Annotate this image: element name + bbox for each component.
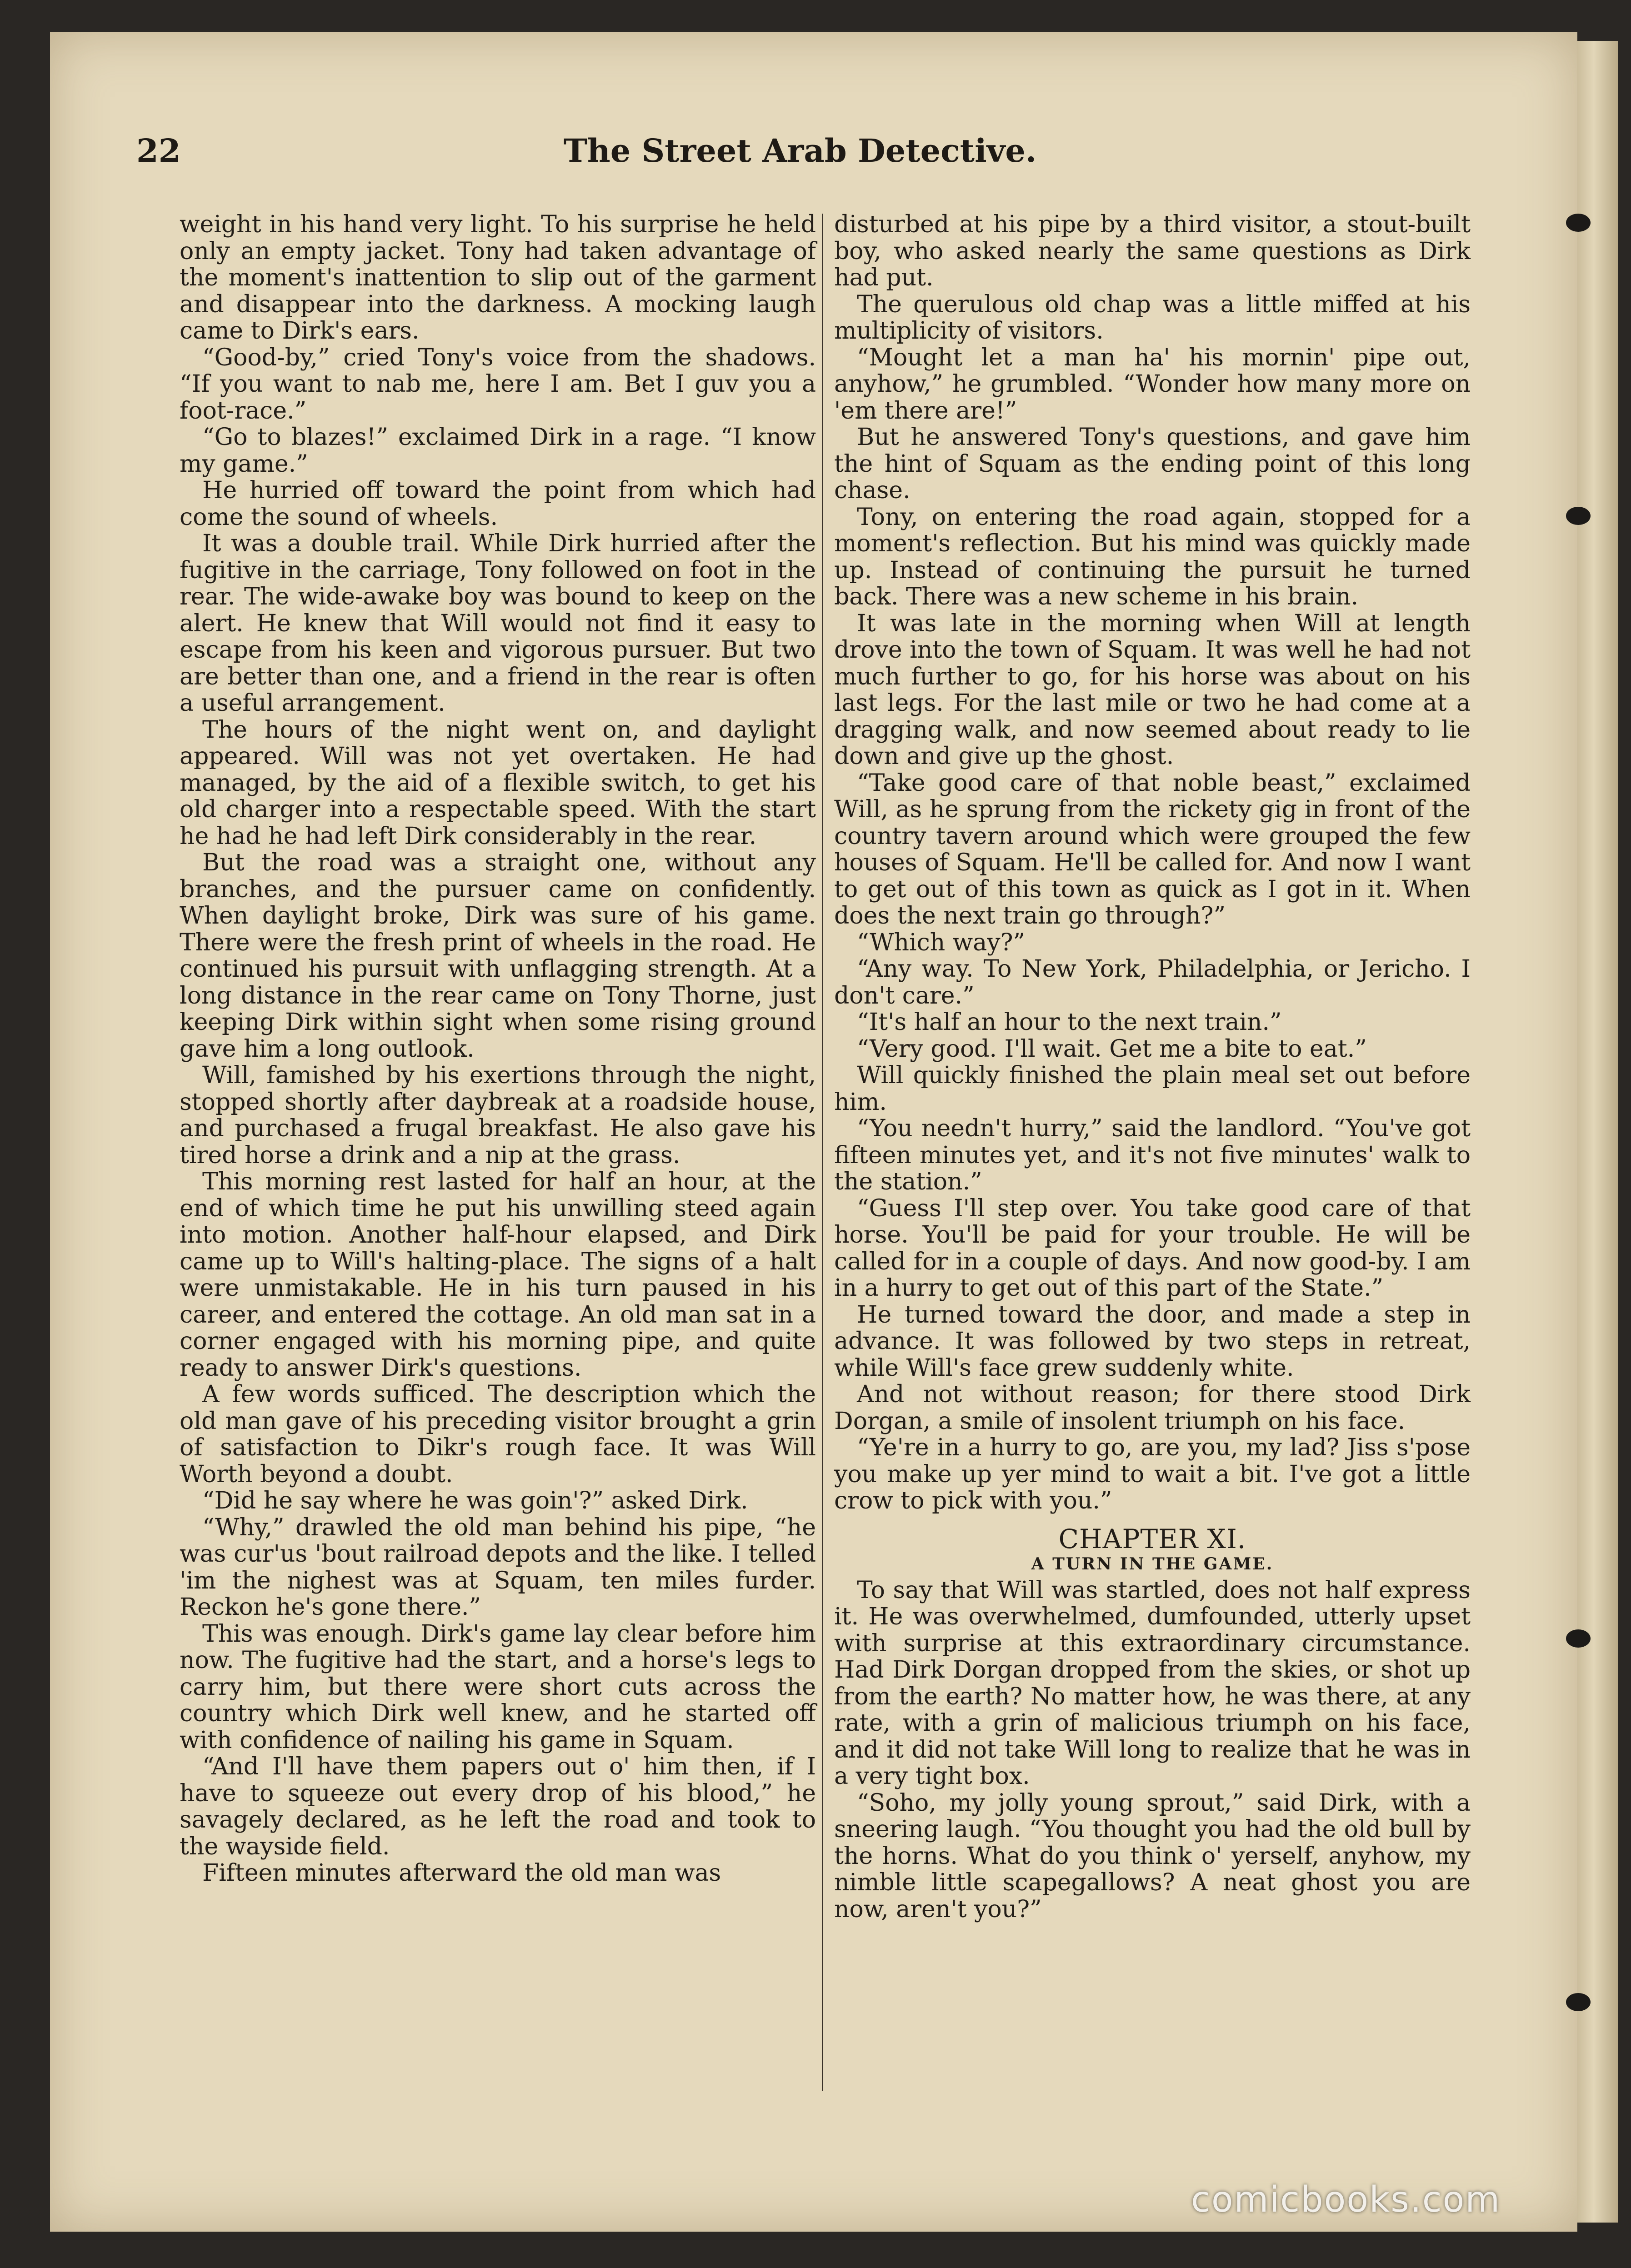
paragraph: “Good-by,” cried Tony's voice from the shadows. “If you want to nab me, here I am. Bet I guv you a foot-race.” (180, 344, 816, 425)
paragraph: Will quickly finished the plain meal set out before him. (834, 1062, 1471, 1116)
chapter-subtitle: A TURN IN THE GAME. (1031, 1554, 1274, 1574)
right-column (834, 211, 1471, 1923)
paragraph: “Take good care of that noble beast,” exclaimed Will, as he sprung from the rickety gig in front of the country tavern around which were grouped the few houses of Squam. He'll be called for. And now I want to get out of this town as quick as I got in it. When does the next train go through?” (834, 769, 1471, 929)
paragraph: “Any way. To New York, Philadelphia, or Jericho. I don't care.” (834, 955, 1471, 1009)
chapter-title: CHAPTER XI. (1058, 1523, 1246, 1554)
paragraph: He turned toward the door, and made a step in advance. It was followed by two steps in retreat, while Will's face grew suddenly white. (834, 1301, 1471, 1382)
paragraph: But the road was a straight one, without any branches, and the pursuer came on confidently. When daylight broke, Dirk was sure of his game. There were the fresh print of wheels in the road. He continued his pursuit with unflagging strength. At a long distance in the rear came on Tony Thorne, just keeping Dirk within sight when some rising ground gave him a long outlook. (180, 849, 816, 1063)
paragraph: Fifteen minutes afterward the old man was (202, 1859, 721, 1887)
paragraph: This was enough. Dirk's game lay clear before him now. The fugitive had the start, and a horse's legs to carry him, but there were short cuts across the country which Dirk well knew, and he started off with confidence of nailing his game in Squam. (180, 1620, 816, 1754)
paragraph: Tony, on entering the road again, stopped for a moment's reflection. But his mind was quickly made up. Instead of continuing the pursuit he turned back. There was a new scheme in his brain. (834, 503, 1471, 610)
paragraph: “Which way?” (857, 929, 1026, 956)
paragraph: To say that Will was startled, does not half express it. He was overwhelmed, dumfounded, utterly upset with surprise at this extraordinary circumstance. Had Dirk Dorgan dropped from the skies, or shot up from the earth? No matter how, he was there, at any rate, with a grin of malicious triumph on his face, and it did not take Will long to realize that he was in a very tight box. (834, 1576, 1471, 1790)
page-number: 22 (136, 132, 181, 170)
paragraph: weight in his hand very light. To his surprise he held only an empty jacket. Tony had taken advantage of the moment's inattention to slip out of the garment and disappear into the darkness. A mocking laugh came to Dirk's ears. (180, 211, 816, 345)
watermark-text: comicbooks.com (1191, 2179, 1501, 2220)
paragraph: The hours of the night went on, and daylight appeared. Will was not yet overtaken. He had managed, by the aid of a flexible switch, to get his old charger into a respectable speed. With the start he had he had left Dirk considerably in the rear. (180, 716, 816, 850)
paragraph: But he answered Tony's questions, and gave him the hint of Squam as the ending point of this long chase. (834, 424, 1471, 504)
paragraph: A few words sufficed. The description which the old man gave of his preceding visitor brought a grin of satisfaction to Dikr's rough face. It was Will Worth beyond a doubt. (180, 1381, 816, 1488)
paragraph: And not without reason; for there stood Dirk Dorgan, a smile of insolent triumph on his face. (834, 1381, 1471, 1435)
paragraph: Will, famished by his exertions through the night, stopped shortly after daybreak at a roadside house, and purchased a frugal breakfast. He also gave his tired horse a drink and a nip at the grass. (180, 1062, 816, 1169)
paragraph: “It's half an hour to the next train.” (857, 1009, 1282, 1036)
paragraph: “Soho, my jolly young sprout,” said Dirk, with a sneering laugh. “You thought you had the old bull by the horns. What do you think o' yerself, anyhow, my nimble little scapegallows? A neat ghost you are now, aren't you?” (834, 1789, 1471, 1923)
paragraph: “Did he say where he was goin'?” asked Dirk. (202, 1487, 748, 1514)
page-spine (1577, 41, 1618, 2223)
paragraph: “Ye're in a hurry to go, are you, my lad? Jiss s'pose you make up yer mind to wait a bit. I've got a little crow to pick with you.” (834, 1434, 1471, 1514)
column-divider (822, 214, 823, 2091)
paragraph: “Very good. I'll wait. Get me a bite to eat.” (857, 1035, 1367, 1063)
page-header (136, 132, 1464, 186)
left-column (180, 211, 816, 1887)
binding-staple (1566, 1993, 1591, 2011)
paragraph: “Why,” drawled the old man behind his pipe, “he was cur'us 'bout railroad depots and the like. I telled 'im the nighest was at Squam, ten miles furder. Reckon he's gone there.” (180, 1514, 816, 1621)
paragraph: The querulous old chap was a little miffed at his multiplicity of visitors. (834, 290, 1471, 345)
binding-staple (1566, 214, 1591, 232)
paragraph: This morning rest lasted for half an hour, at the end of which time he put his unwilling steed again into motion. Another half-hour elapsed, and Dirk came up to Will's halting-place. The signs of a halt were unmistakable. He in his turn paused in his career, and entered the cottage. An old man sat in a corner engaged with his morning pipe, and quite ready to answer Dirk's questions. (180, 1168, 816, 1382)
running-title: The Street Arab Detective. (563, 132, 1037, 170)
paragraph: He hurried off toward the point from which had come the sound of wheels. (180, 477, 816, 531)
right-column-text-after-chapter (834, 1577, 1471, 1923)
paragraph: disturbed at his pipe by a third visitor, a stout-built boy, who asked nearly the same questions as Dirk had put. (834, 211, 1471, 291)
paragraph: “Go to blazes!” exclaimed Dirk in a rage. “I know my game.” (180, 424, 816, 478)
paragraph: “Guess I'll step over. You take good care of that horse. You'll be paid for your trouble. He will be called for in a couple of days. And now good-by. I am in a hurry to get out of this part of the State.” (834, 1194, 1471, 1302)
binding-staple (1566, 1629, 1591, 1648)
paragraph: It was late in the morning when Will at length drove into the town of Squam. It was well he had not much further to go, for his horse was about on his last legs. For the last mile or two he had come at a dragging walk, and now seemed about ready to lie down and give up the ghost. (834, 609, 1471, 770)
paragraph: It was a double trail. While Dirk hurried after the fugitive in the carriage, Tony followed on foot in the rear. The wide-awake boy was bound to keep on the alert. He knew that Will would not find it easy to escape from his keen and vigorous pursuer. But two are better than one, and a friend in the rear is often a useful arrangement. (180, 530, 816, 717)
paragraph: “Mought let a man ha' his mornin' pipe out, anyhow,” he grumbled. “Wonder how many more on 'em there are!” (834, 344, 1471, 425)
right-column-text-before-chapter (834, 211, 1471, 1514)
binding-staple (1566, 507, 1591, 525)
paragraph: “You needn't hurry,” said the landlord. “You've got fifteen minutes yet, and it's not five minutes' walk to the station.” (834, 1115, 1471, 1195)
paragraph: “And I'll have them papers out o' him then, if I have to squeeze out every drop of his blood,” he savagely declared, as he left the road and took to the wayside field. (180, 1753, 816, 1860)
